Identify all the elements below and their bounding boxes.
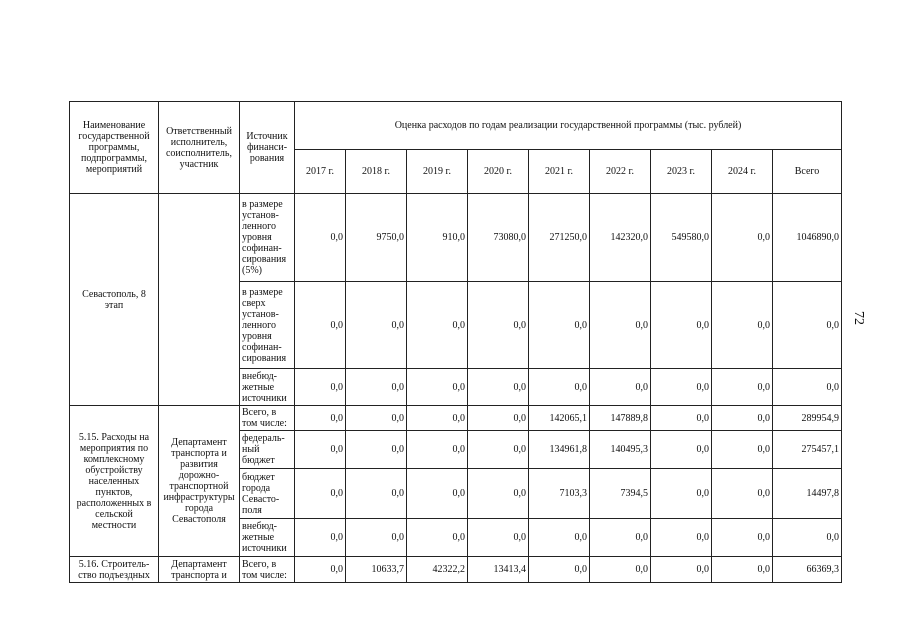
budget-table xyxy=(69,101,842,583)
value-cell: 14497,8 xyxy=(773,469,842,519)
value-cell: 7103,3 xyxy=(529,469,590,519)
header-estimate: Оценка расходов по годам реализации государственной программы (тыс. рублей) xyxy=(295,102,842,150)
value-cell: 9750,0 xyxy=(346,194,407,282)
value-cell: 271250,0 xyxy=(529,194,590,282)
value-cell: 142320,0 xyxy=(590,194,651,282)
value-cell: 0,0 xyxy=(295,406,346,431)
program-name: 5.16. Строитель-ство подъездных xyxy=(70,557,159,583)
value-cell: 0,0 xyxy=(295,519,346,557)
value-cell: 0,0 xyxy=(712,519,773,557)
value-cell: 0,0 xyxy=(773,369,842,406)
value-cell: 0,0 xyxy=(651,431,712,469)
value-cell: 0,0 xyxy=(346,406,407,431)
value-cell: 0,0 xyxy=(651,406,712,431)
responsible-name xyxy=(159,194,240,406)
year-2024: 2024 г. xyxy=(712,150,773,194)
value-cell: 0,0 xyxy=(346,369,407,406)
value-cell: 549580,0 xyxy=(651,194,712,282)
value-cell: 0,0 xyxy=(712,282,773,369)
value-cell: 0,0 xyxy=(529,369,590,406)
value-cell: 0,0 xyxy=(651,469,712,519)
table-row xyxy=(70,194,842,282)
value-cell: 0,0 xyxy=(407,369,468,406)
value-cell: 0,0 xyxy=(295,369,346,406)
value-cell: 0,0 xyxy=(712,431,773,469)
value-cell: 0,0 xyxy=(407,406,468,431)
value-cell: 0,0 xyxy=(651,519,712,557)
value-cell: 0,0 xyxy=(407,431,468,469)
value-cell: 0,0 xyxy=(773,282,842,369)
value-cell: 0,0 xyxy=(529,519,590,557)
value-cell: 0,0 xyxy=(712,469,773,519)
value-cell: 66369,3 xyxy=(773,557,842,583)
value-cell: 0,0 xyxy=(712,369,773,406)
value-cell: 73080,0 xyxy=(468,194,529,282)
value-cell: 10633,7 xyxy=(346,557,407,583)
value-cell: 140495,3 xyxy=(590,431,651,469)
value-cell: 0,0 xyxy=(651,282,712,369)
value-cell: 147889,8 xyxy=(590,406,651,431)
value-cell: 0,0 xyxy=(712,557,773,583)
value-cell: 142065,1 xyxy=(529,406,590,431)
value-cell: 134961,8 xyxy=(529,431,590,469)
value-cell: 0,0 xyxy=(346,431,407,469)
value-cell: 0,0 xyxy=(468,469,529,519)
value-cell: 1046890,0 xyxy=(773,194,842,282)
value-cell: 0,0 xyxy=(651,557,712,583)
source-cell: в размере установ-ленного уровня софинан-сирования (5%) xyxy=(240,194,295,282)
value-cell: 0,0 xyxy=(651,369,712,406)
value-cell: 0,0 xyxy=(346,282,407,369)
header-name: Наименование государственной программы, подпрограммы, мероприятий xyxy=(70,102,159,194)
value-cell: 7394,5 xyxy=(590,469,651,519)
program-name: 5.15. Расходы на мероприятия по комплексному обустройству населенных пунктов, расположенных в сельской местности xyxy=(70,406,159,557)
year-2023: 2023 г. xyxy=(651,150,712,194)
value-cell: 0,0 xyxy=(295,282,346,369)
value-cell: 0,0 xyxy=(346,469,407,519)
value-cell: 0,0 xyxy=(295,469,346,519)
source-cell: Всего, в том числе: xyxy=(240,557,295,583)
year-2018: 2018 г. xyxy=(346,150,407,194)
value-cell: 0,0 xyxy=(712,406,773,431)
responsible-name: Департамент транспорта и xyxy=(159,557,240,583)
year-2020: 2020 г. xyxy=(468,150,529,194)
source-cell: в размере сверх установ-ленного уровня софинан-сирования xyxy=(240,282,295,369)
value-cell: 0,0 xyxy=(295,194,346,282)
page-number: 72 xyxy=(851,311,866,325)
value-cell: 0,0 xyxy=(712,194,773,282)
source-cell: федераль-ный бюджет xyxy=(240,431,295,469)
year-2019: 2019 г. xyxy=(407,150,468,194)
value-cell: 0,0 xyxy=(407,282,468,369)
year-2017: 2017 г. xyxy=(295,150,346,194)
responsible-name: Департамент транспорта и развития дорожно-транспортной инфраструктуры города Севастополя xyxy=(159,406,240,557)
year-total: Всего xyxy=(773,150,842,194)
value-cell: 0,0 xyxy=(407,519,468,557)
value-cell: 275457,1 xyxy=(773,431,842,469)
value-cell: 0,0 xyxy=(773,519,842,557)
header-responsible: Ответственный исполнитель, соисполнитель, участник xyxy=(159,102,240,194)
value-cell: 0,0 xyxy=(529,282,590,369)
value-cell: 0,0 xyxy=(468,369,529,406)
value-cell: 0,0 xyxy=(295,557,346,583)
value-cell: 0,0 xyxy=(468,406,529,431)
value-cell: 0,0 xyxy=(468,519,529,557)
header-source: Источник финанси-рования xyxy=(240,102,295,194)
program-name: Севастополь, 8 этап xyxy=(70,194,159,406)
value-cell: 0,0 xyxy=(590,282,651,369)
value-cell: 0,0 xyxy=(590,519,651,557)
source-cell: бюджет города Севасто-поля xyxy=(240,469,295,519)
value-cell: 13413,4 xyxy=(468,557,529,583)
value-cell: 0,0 xyxy=(590,369,651,406)
value-cell: 0,0 xyxy=(295,431,346,469)
value-cell: 910,0 xyxy=(407,194,468,282)
year-2022: 2022 г. xyxy=(590,150,651,194)
value-cell: 0,0 xyxy=(468,431,529,469)
value-cell: 289954,9 xyxy=(773,406,842,431)
source-cell: внебюд-жетные источники xyxy=(240,369,295,406)
value-cell: 42322,2 xyxy=(407,557,468,583)
value-cell: 0,0 xyxy=(529,557,590,583)
value-cell: 0,0 xyxy=(590,557,651,583)
table-row xyxy=(70,557,842,583)
source-cell: внебюд-жетные источники xyxy=(240,519,295,557)
value-cell: 0,0 xyxy=(407,469,468,519)
source-cell: Всего, в том числе: xyxy=(240,406,295,431)
year-2021: 2021 г. xyxy=(529,150,590,194)
value-cell: 0,0 xyxy=(468,282,529,369)
table-row xyxy=(70,406,842,431)
header-row-top xyxy=(70,102,842,150)
value-cell: 0,0 xyxy=(346,519,407,557)
